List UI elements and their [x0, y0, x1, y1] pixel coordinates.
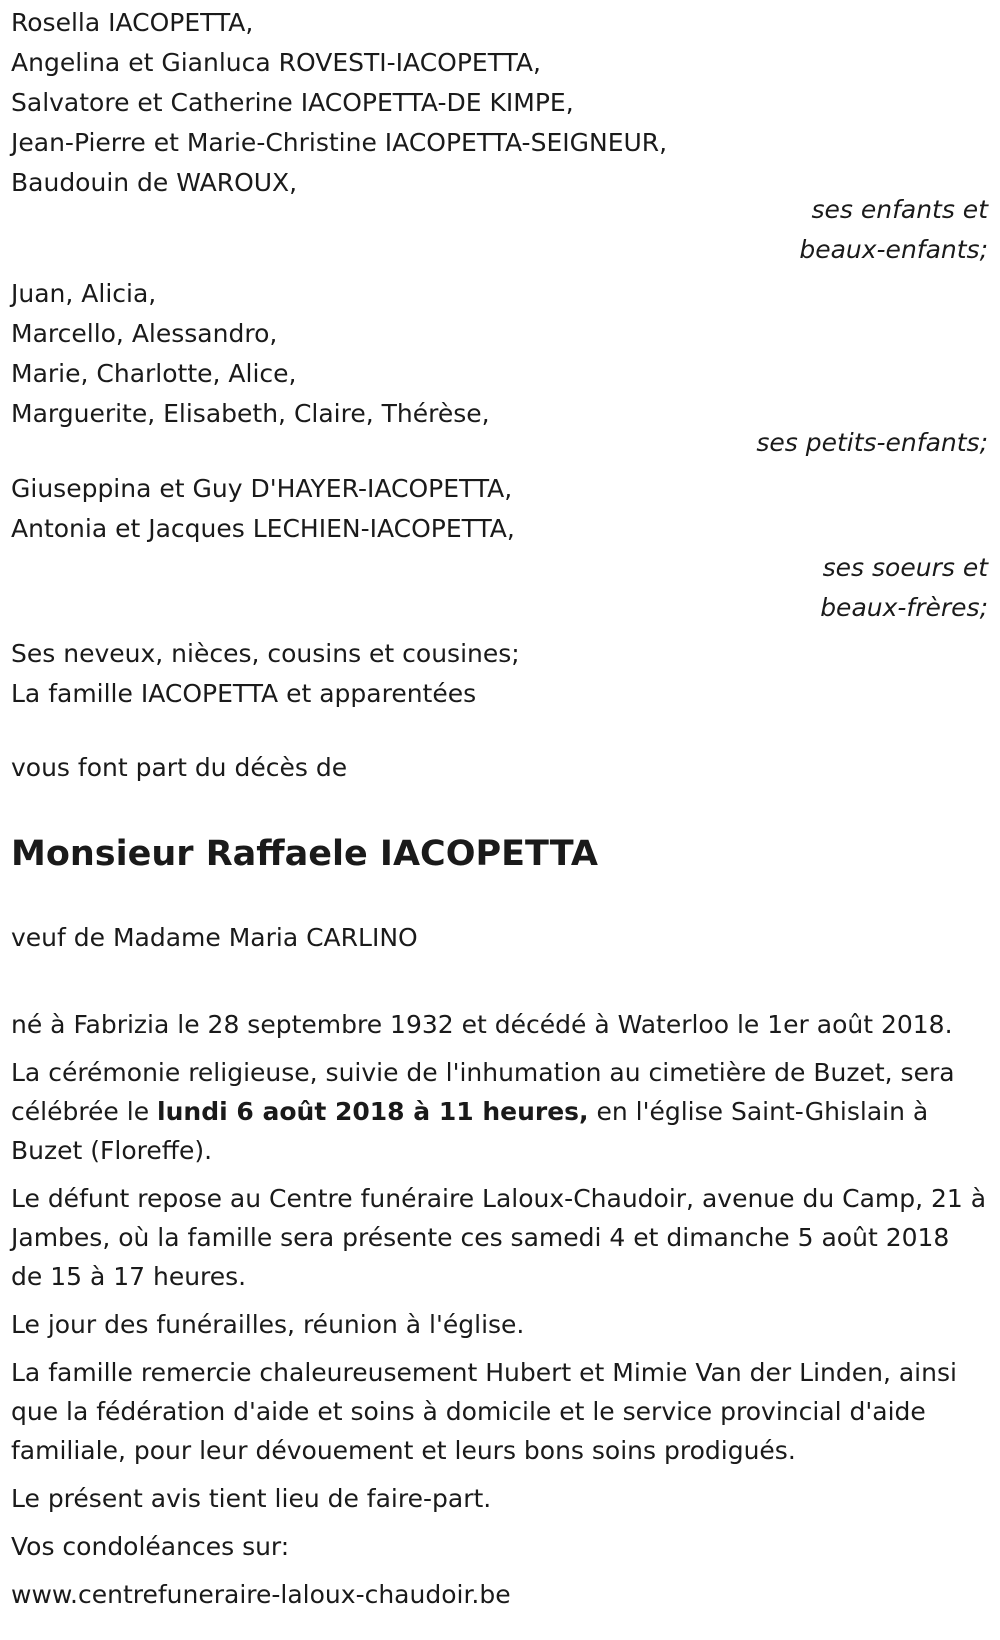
- ceremony-date: lundi 6 août 2018 à 11 heures,: [157, 1097, 589, 1126]
- child-name: Rosella IACOPETTA,: [11, 8, 254, 37]
- repose-paragraph: Le défunt repose au Centre funéraire Laloux-Chaudoir, avenue du Camp, 21 à Jambes, où la famille sera présente ces samedi 4 et dimanche 5 août 2018 de 15 à 17 heures.: [11, 1184, 987, 1291]
- ceremony-text: La cérémonie religieuse, suivie de l'inhumation au cimetière de Buzet, sera célébrée le: [11, 1058, 955, 1126]
- relation-line: ses enfants et: [811, 195, 988, 224]
- relation-line: ses petits-enfants;: [756, 428, 988, 457]
- grandchild-name: Marcello, Alessandro,: [11, 319, 278, 348]
- siblings-relation: [11, 548, 988, 628]
- funeral-meeting-paragraph: Le jour des funérailles, réunion à l'église.: [11, 1310, 525, 1339]
- child-name: Baudouin de WAROUX,: [11, 168, 298, 197]
- grandchild-name: Marie, Charlotte, Alice,: [11, 359, 297, 388]
- announcement: vous font part du décès de: [11, 753, 348, 782]
- siblings-names: [11, 469, 988, 549]
- condolences-label: Vos condoléances sur:: [11, 1532, 290, 1561]
- sibling-name: Giuseppina et Guy D'HAYER-IACOPETTA,: [11, 474, 513, 503]
- relation-line: beaux-frères;: [820, 593, 988, 622]
- ceremony-paragraph: [11, 1053, 988, 1170]
- thanks-paragraph: La famille remercie chaleureusement Hubert et Mimie Van der Linden, ainsi que la fédération d'aide et soins à domicile et le service provincial d'aide familiale, pour leur dévouement et leurs bons soins prodigués.: [11, 1358, 957, 1465]
- relation-line: beaux-enfants;: [799, 235, 988, 264]
- deceased-name: Monsieur Raffaele IACOPETTA: [11, 834, 598, 874]
- relation-line: ses soeurs et: [822, 553, 988, 582]
- website-link[interactable]: www.centrefuneraire-laloux-chaudoir.be: [11, 1580, 511, 1609]
- extended-family: [11, 634, 988, 714]
- child-name: Angelina et Gianluca ROVESTI-IACOPETTA,: [11, 48, 541, 77]
- birth-death-paragraph: né à Fabrizia le 28 septembre 1932 et décédé à Waterloo le 1er août 2018.: [11, 1010, 953, 1039]
- grandchild-name: Marguerite, Elisabeth, Claire, Thérèse,: [11, 399, 490, 428]
- children-group: [11, 0, 988, 270]
- grandchildren-group: [11, 274, 988, 463]
- extended-family-line: Ses neveux, nièces, cousins et cousines;: [11, 639, 520, 668]
- grandchild-name: Juan, Alicia,: [11, 279, 157, 308]
- child-name: Salvatore et Catherine IACOPETTA-DE KIMPE,: [11, 88, 574, 117]
- child-name: Jean-Pierre et Marie-Christine IACOPETTA-SEIGNEUR,: [11, 128, 668, 157]
- ceremony-place: en l'église Saint-Ghislain à Buzet (Floreffe).: [11, 1097, 929, 1165]
- siblings-group: [11, 469, 988, 628]
- grandchildren-names: [11, 274, 988, 434]
- widow-of: veuf de Madame Maria CARLINO: [11, 923, 418, 952]
- extended-family-line: La famille IACOPETTA et apparentées: [11, 679, 477, 708]
- sibling-name: Antonia et Jacques LECHIEN-IACOPETTA,: [11, 514, 515, 543]
- notice-paragraph: Le présent avis tient lieu de faire-part.: [11, 1484, 492, 1513]
- children-names: [11, 3, 988, 203]
